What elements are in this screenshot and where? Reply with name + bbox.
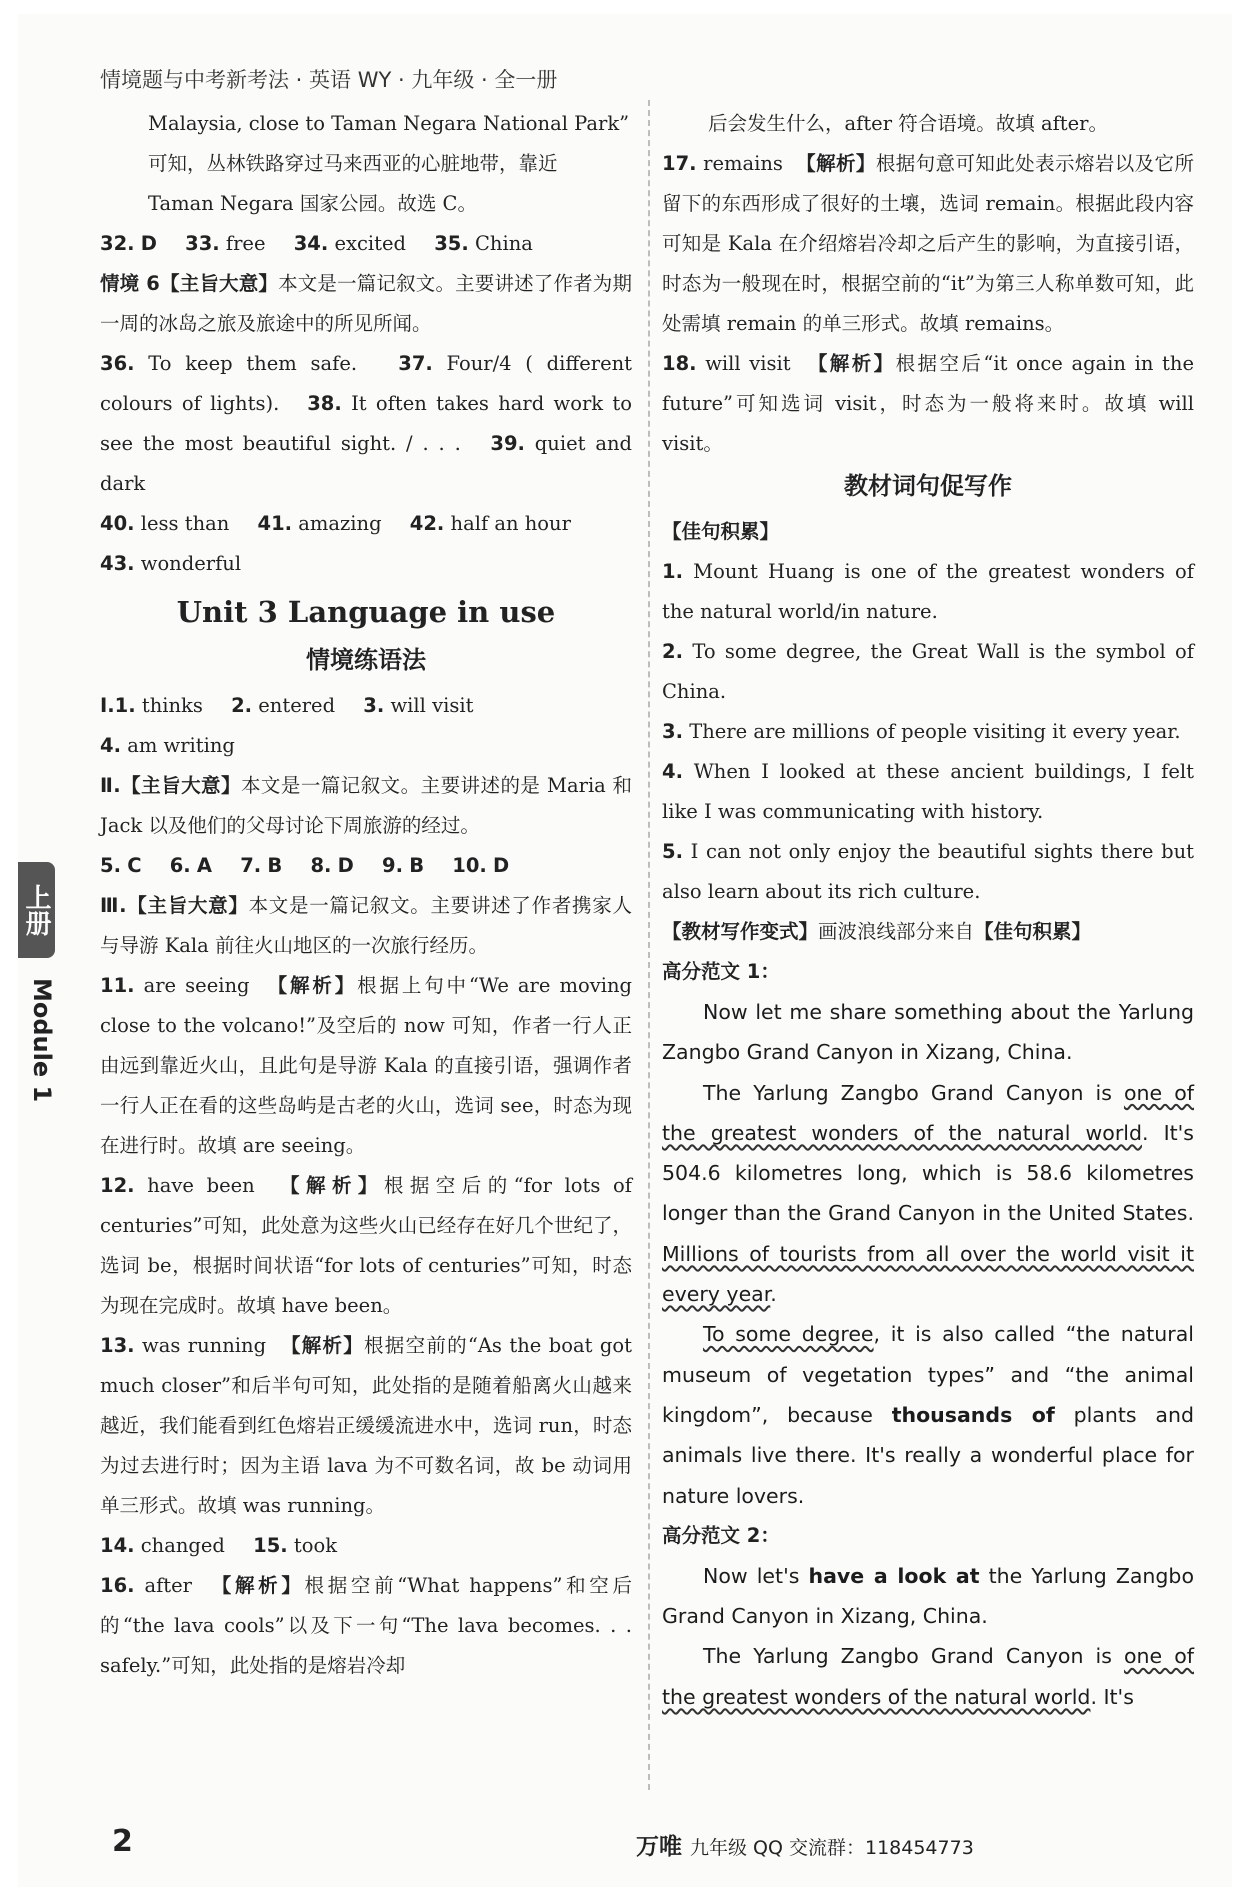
essay-1-para-2: The Yarlung Zangbo Grand Canyon is one of the greatest wonders of the natural world. It's 504.6 kilometres long, which is 58.6 kilometres longer than the Grand Canyon in the United States. Millions of tourists from all over the world visit it every year. xyxy=(662,1080,1194,1307)
answer-43: 43. wonderful xyxy=(100,552,242,575)
essay-1-para-1: Now let me share something about the Yarlung Zangbo Grand Canyon in Xizang, China. xyxy=(662,1000,1194,1065)
model-essay-2-label: 高分范文 2： xyxy=(662,1523,780,1547)
answers-40-42: 40. less than 41. amazing 42. half an hour xyxy=(100,512,571,535)
answers-32-35: 32. D 33. free 34. excited 35. China xyxy=(100,232,533,255)
grammar-section-title: 情境练语法 xyxy=(306,646,426,674)
sentence-3: 3. There are millions of people visiting it every year. xyxy=(662,720,1181,743)
answer-18: 18. will visit 【解析】根据空后“it once again in the future”可知选词 visit，时态为一般将来时。故填 will visit。 xyxy=(662,352,1194,455)
answers-14-15: 14. changed 15. took xyxy=(100,1534,338,1557)
footer xyxy=(636,1828,974,1861)
part-ii-summary: Ⅱ.【主旨大意】本文是一篇记叙文。主要讲述的是 Maria 和 Jack 以及他们的父母讨论下周旅游的经过。 xyxy=(100,774,632,837)
answer-12: 12. have been 【解析】根据空后的“for lots of centuries”可知，此处意为这些火山已经存在好几个世纪了，选词 be，根据时间状语“for lots of centuries”可知，时态为现在完成时。故填 have been。 xyxy=(100,1174,632,1317)
scenario-6-summary: 情境 6【主旨大意】本文是一篇记叙文。主要讲述了作者为期一周的冰岛之旅及旅途中的所见所闻。 xyxy=(100,272,632,335)
part-i-answer-4: 4. am writing xyxy=(100,734,235,757)
answers-36-39: 36. To keep them safe. 37. Four/4 ( different colours of lights). 38. It often takes hard work to see the most beautiful sight. / . . . 39. quiet and dark xyxy=(100,352,633,495)
answer-11: 11. are seeing 【解析】根据上句中“We are moving close to the volcano!”及空后的 now 可知，作者一行人正由远到靠近火山，且此句是导游 Kala 的直接引语，强调作者一行人正在看的这些岛屿是古老的火山，选词 see，时态为现在进行时。故填 are seeing。 xyxy=(100,974,632,1157)
right-column xyxy=(662,104,1194,1717)
sentence-4: 4. When I looked at these ancient buildings, I felt like I was communicating with history. xyxy=(662,760,1194,823)
writing-section-title: 教材词句促写作 xyxy=(844,472,1012,500)
footer-text: 九年级 QQ 交流群：118454773 xyxy=(690,1837,974,1859)
good-sentences-tag: 【佳句积累】 xyxy=(662,520,780,543)
answer-16-cont: 后会发生什么，after 符合语境。故填 after。 xyxy=(708,112,1108,135)
model-essay-2 xyxy=(662,1556,1194,1717)
answer-17: 17. remains 【解析】根据句意可知此处表示熔岩以及它所留下的东西形成了很好的土壤，选词 remain。根据此段内容可知是 Kala 在介绍熔岩冷却之后产生的影响，为直接引语，时态为一般现在时，根据空前的“it”为第三人称单数可知，此处需填 remain 的单三形式。故填 remains。 xyxy=(662,152,1194,335)
page-number: 2 xyxy=(112,1824,133,1859)
running-header: 情境题与中考新考法 · 英语 WY · 九年级 · 全一册 xyxy=(100,68,558,92)
part-iii-summary: Ⅲ.【主旨大意】本文是一篇记叙文。主要讲述了作者携家人与导游 Kala 前往火山地区的一次旅行经历。 xyxy=(100,894,632,957)
sentence-5: 5. I can not only enjoy the beautiful sights there but also learn about its rich culture. xyxy=(662,840,1195,903)
left-column xyxy=(100,104,632,1686)
column-divider xyxy=(648,100,650,1790)
essay-2-para-1: Now let's have a look at the Yarlung Zangbo Grand Canyon in Xizang, China. xyxy=(662,1563,1194,1629)
volume-tab: 上册 xyxy=(18,862,55,958)
brand-logo: 万唯 xyxy=(636,1834,682,1860)
answers-5-10: 5. C 6. A 7. B 8. D 9. B 10. D xyxy=(100,854,510,877)
model-essay-1-label: 高分范文 1： xyxy=(662,960,780,983)
sentence-1: 1. Mount Huang is one of the greatest wonders of the natural world/in nature. xyxy=(662,560,1194,623)
part-i-answers: Ⅰ.1. thinks 2. entered 3. will visit xyxy=(100,694,474,717)
essay-1-para-3: To some degree, it is also called “the natural museum of vegetation types” and “the animal kingdom”, because thousands of plants and animals live there. It's really a wonderful place for nature lovers. xyxy=(662,1322,1195,1508)
answer-16: 16. after 【解析】根据空前“What happens”和空后的“the lava cools”以及下一句“The lava becomes. . . safely.”可知，此处指的是熔岩冷却 xyxy=(100,1574,632,1677)
answer-13: 13. was running 【解析】根据空前的“As the boat got much closer”和后半句可知，此处指的是随着船离火山越来越近，我们能看到红色熔岩正缓缓流进水中，选词 run，时态为过去进行时；因为主语 lava 为不可数名词，故 be 动词用单三形式。故填 was running。 xyxy=(100,1334,632,1517)
writing-variant-note: 【教材写作变式】画波浪线部分来自【佳句积累】 xyxy=(662,920,1092,943)
model-essay-1 xyxy=(662,992,1194,1516)
essay-2-para-2: The Yarlung Zangbo Grand Canyon is one of the greatest wonders of the natural world. It's xyxy=(662,1644,1194,1709)
module-label: Module 1 xyxy=(28,978,56,1103)
sentence-2: 2. To some degree, the Great Wall is the symbol of China. xyxy=(662,640,1195,703)
unit-title: Unit 3 Language in use xyxy=(176,595,556,629)
module-side-tab xyxy=(18,862,66,1102)
answer-31-cont: Malaysia, close to Taman Negara National Park” 可知，丛林铁路穿过马来西亚的心脏地带，靠近 Taman Negara 国家公园。故选 C。 xyxy=(148,112,630,215)
